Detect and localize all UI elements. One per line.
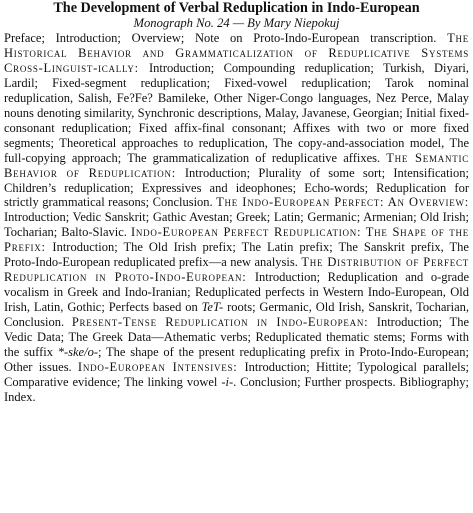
section-heading: The Distribution of Perfect Reduplication in Proto-Indo-European:	[4, 255, 469, 285]
section-heading: Indo-European Intensives:	[77, 359, 245, 374]
contents-segment: Introduction; Plurality of some sort; Intensification; Children’s reduplication; Expressives and ideophones; Echo-words; Reduplication for strictly grammatical reasons; Conclusion.	[4, 165, 469, 210]
section-heading: The Historical Behavior and Grammaticalization of Reduplicative Systems Cross-Linguist-ically:	[4, 31, 469, 75]
italic-term: *-ske/o-	[57, 345, 98, 360]
table-of-contents	[4, 31, 469, 405]
section-heading: Present-Tense Reduplication in Indo-European:	[71, 315, 377, 330]
section-heading: The Indo-European Perfect: An Overview:	[216, 195, 469, 210]
contents-segment: Introduction; Compounding reduplication; Turkish, Diyari, Lardil; Fixed-segment reduplication; Fixed-vowel reduplication; Tarok nominal reduplication, Salish, Fe?Fe? Bamileke, Other Niger-Congo languages, Nez Perce, Malay nouns denoting similarity, Synchronic descriptions, Malay, Javanese, Georgian; Initial fixed-consonant reduplication; Fixed affix-final consonant; Affixes with two or more fixed segments; Theoretical approaches to reduplication, The copy-and-association model, The full-copying approach; The grammaticalization of reduplicative affixes.	[4, 60, 470, 165]
contents-segment: roots; Germanic, Old Irish, Sanskrit, Tocharian, Conclusion.	[4, 300, 469, 330]
contents-segment: Introduction; Hittite; Typological parallels; Comparative evidence; The linking vowel	[4, 359, 469, 389]
contents-segment: Introduction; Reduplication and o-grade vocalism in Greek and Indo-Iranian; Reduplicated perfects in Western Indo-European, Old Irish, Latin, Gothic; Perfects based on	[4, 270, 470, 315]
contents-segment: Preface; Introduction; Overview; Note on Proto-Indo-European transcription.	[4, 31, 448, 45]
contents-segment: Introduction; The Vedic Data; The Greek Data—Athematic verbs; Reduplicated thematic stems; Forms with the suffix	[4, 315, 469, 360]
contents-segment: . Conclusion; Further prospects. Bibliography; Index.	[4, 374, 469, 404]
page-title: The Development of Verbal Reduplication in Indo-European	[53, 0, 420, 16]
contents-segment: Introduction; Vedic Sanskrit; Gathic Avestan; Greek; Latin; Germanic; Armenian; Old Irish; Tocharian; Balto-Slavic.	[4, 210, 469, 240]
section-heading: Indo-European Perfect Reduplication: The Shape of the Prefix:	[4, 225, 469, 255]
section-heading: The Semantic Behavior of Reduplication:	[4, 150, 469, 180]
page-subtitle: Monograph No. 24 — By Mary Niepokuj	[133, 16, 340, 30]
italic-term: -i-	[221, 374, 234, 389]
contents-segment: ; The shape of the present reduplicating prefix in Proto-Indo-European; Other issues.	[4, 345, 469, 374]
italic-term: TeT-	[201, 300, 224, 315]
contents-segment: Introduction; The Old Irish prefix; The Latin prefix; The Sanskrit prefix, The Proto-Indo-European reduplicated prefix—a new analysis.	[4, 240, 469, 270]
